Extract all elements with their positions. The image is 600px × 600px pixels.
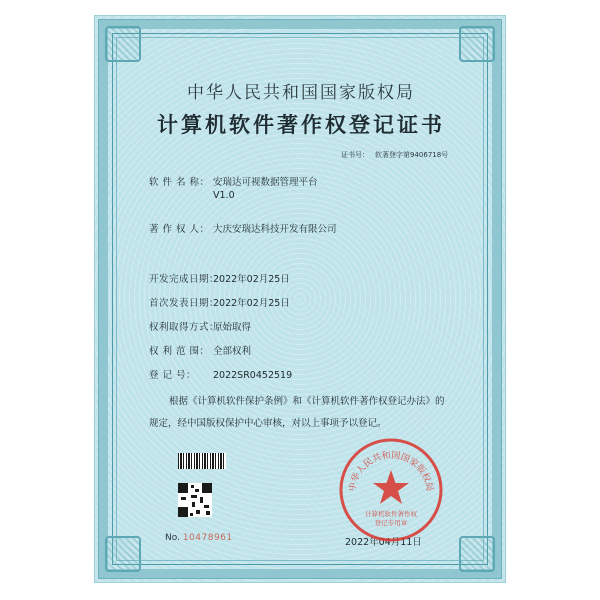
seal-star-icon <box>373 470 409 504</box>
qr-module <box>181 497 186 500</box>
seal-inner-line: 计算机软件著作权 <box>365 510 417 518</box>
qr-finder <box>178 483 188 493</box>
corner-ornament <box>459 536 495 572</box>
statement-line: 规定，经中国版权保护中心审核，对以上事项予以登记。 <box>149 418 387 429</box>
field-label: 软 件 名 称： <box>149 177 210 188</box>
seal-top-text: 中华人民共和国国家版权局 <box>347 450 435 493</box>
qr-module <box>191 495 197 498</box>
corner-ornament <box>459 26 495 62</box>
qr-finder <box>202 483 212 493</box>
field-label: 权利取得方式： <box>149 322 220 333</box>
field-label: 登 记 号： <box>149 370 197 381</box>
qr-module <box>204 505 209 508</box>
field-rights-scope <box>149 343 251 357</box>
corner-ornament <box>105 26 141 62</box>
certificate-number-label: 证书号： <box>341 151 369 159</box>
qr-module <box>195 489 199 492</box>
field-label: 著 作 权 人： <box>149 224 210 235</box>
field-value: 安瑞达可视数据管理平台 <box>213 177 318 188</box>
field-value: 原始取得 <box>213 322 252 333</box>
field-value: 全部权利 <box>213 346 252 357</box>
qr-finder <box>178 507 188 517</box>
field-completion-date <box>149 271 290 285</box>
field-value: 2022SR0452519 <box>213 370 293 381</box>
qr-code <box>178 483 212 517</box>
certificate <box>94 15 506 583</box>
qr-module <box>191 485 194 488</box>
corner-ornament <box>105 536 141 572</box>
certificate-number <box>341 150 454 160</box>
qr-module <box>200 497 203 503</box>
field-acquisition-method <box>149 319 251 333</box>
issue-date: 2022年04月11日 <box>345 537 422 548</box>
qr-module <box>190 513 193 516</box>
barcode <box>178 453 226 469</box>
seal-inner-line: 登记专用章 <box>374 519 408 527</box>
field-software-name <box>149 174 318 201</box>
serial-number <box>165 533 233 543</box>
official-seal <box>337 436 445 544</box>
field-value: 大庆安瑞达科技开发有限公司 <box>213 224 337 235</box>
statement-line: 根据《计算机软件保护条例》和《计算机软件著作权登记办法》的 <box>169 396 445 407</box>
software-version: V1.0 <box>213 190 235 201</box>
certificate-number-value: 软著登字第9406718号 <box>375 151 449 159</box>
serial-prefix: No. <box>165 533 180 543</box>
field-copyright-owner <box>149 221 337 235</box>
qr-module <box>206 511 210 515</box>
certificate-title: 计算机软件著作权登记证书 <box>157 112 445 137</box>
qr-module <box>192 502 195 507</box>
serial-value: 10478961 <box>182 533 233 543</box>
field-label: 首次发表日期： <box>149 298 220 309</box>
field-registration-no <box>149 367 292 381</box>
field-label: 权 利 范 围： <box>149 346 210 357</box>
qr-module <box>196 510 200 514</box>
registration-statement <box>149 391 459 435</box>
field-value: 2022年02月25日 <box>213 274 290 285</box>
field-first-publish-date <box>149 295 290 309</box>
issuing-agency: 中华人民共和国国家版权局 <box>187 83 415 103</box>
field-value: 2022年02月25日 <box>213 298 290 309</box>
field-label: 开发完成日期： <box>149 274 220 285</box>
